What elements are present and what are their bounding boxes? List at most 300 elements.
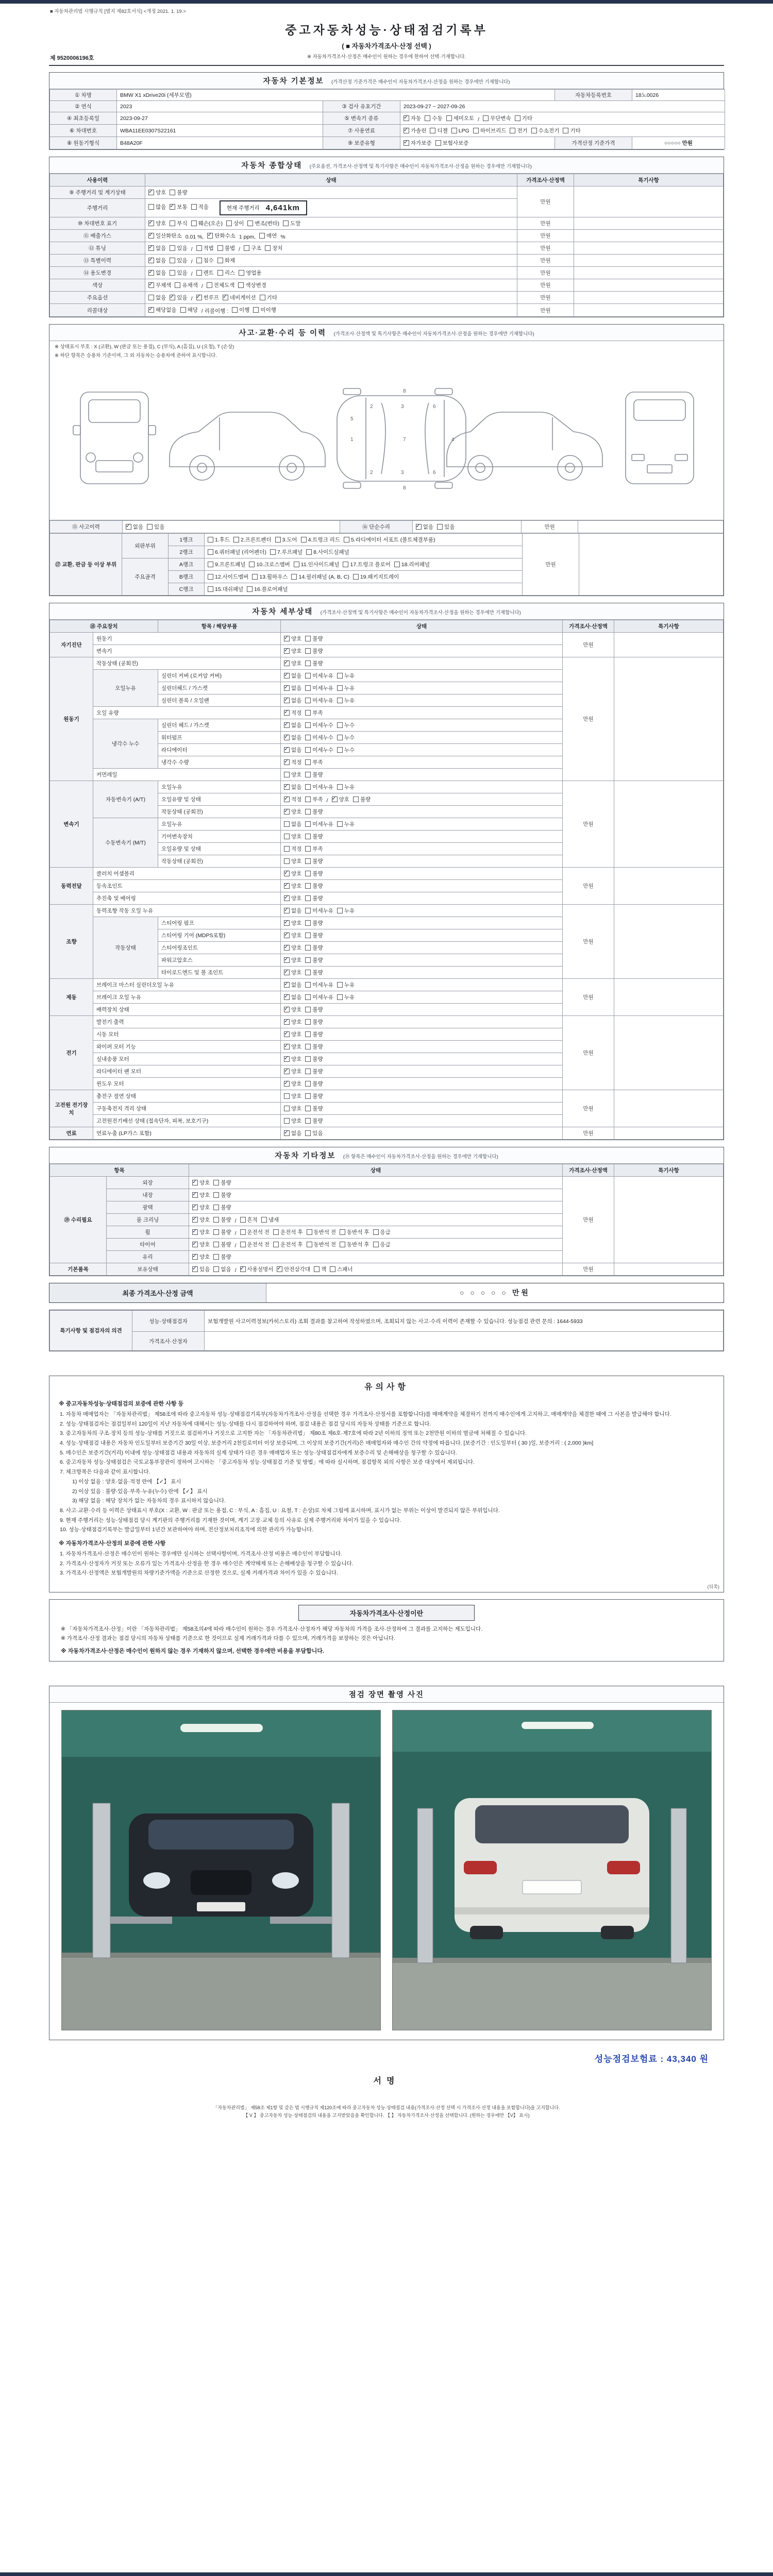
checkbox-box-icon	[284, 970, 290, 975]
page-side-marker: (뒤쪽)	[707, 1584, 719, 1589]
checkbox-box-icon	[213, 1217, 219, 1223]
checkbox-box-icon	[284, 1106, 290, 1111]
checkbox-없음: ✓ 없음	[126, 523, 143, 531]
status-cell	[281, 843, 563, 855]
checkbox-box-icon	[170, 221, 175, 226]
note-cell	[574, 242, 724, 255]
status-cell	[281, 1090, 563, 1103]
checkbox-2.프론트펜더: 2.프론트펜더	[233, 536, 271, 544]
checkbox-없음: ✓ 없음	[284, 684, 301, 692]
device-label: 원동기	[50, 657, 93, 781]
checkbox-box-icon	[148, 295, 154, 300]
item-label: 실린더 헤드 / 가스켓	[158, 719, 281, 732]
checkbox-미세누수: 미세누수	[305, 734, 333, 741]
checkbox-미세누유: 미세누유	[305, 907, 333, 914]
checkbox-불량: 불량	[305, 1105, 323, 1112]
checkbox-box-icon	[148, 245, 154, 251]
section-etc-title: 자동차 기타정보	[275, 1152, 336, 1160]
status-cell	[145, 255, 517, 267]
checkbox-불량: 불량	[305, 1055, 323, 1063]
detail-row	[50, 633, 724, 645]
item-label: 기어변속장치	[158, 831, 281, 843]
checkbox-양호: ✓ 양호	[148, 219, 166, 227]
section-etc-head	[49, 1147, 724, 1164]
section-overall-head	[49, 157, 724, 174]
checkbox-box-icon	[305, 846, 311, 852]
status-cell	[189, 1251, 563, 1263]
checkbox-box-icon	[148, 282, 154, 288]
checkbox-안전삼각대: ✓ 안전삼각대	[277, 1265, 310, 1273]
checkbox-box-icon	[175, 282, 180, 288]
checkbox-box-icon	[301, 537, 307, 543]
status-text: /	[234, 1230, 237, 1236]
checkbox-box-icon	[192, 1266, 198, 1272]
checkbox-없음: ✓ 없음	[284, 783, 301, 791]
checkbox-부족: 부족	[305, 709, 323, 717]
checkbox-없음: ✓ 없음	[284, 697, 301, 704]
note-cell	[614, 1127, 724, 1140]
status-cell	[145, 217, 517, 230]
checkbox-하이브리드: 하이브리드	[473, 127, 507, 134]
checkbox-양호: ✓ 양호	[284, 944, 301, 952]
device-label: 연료	[50, 1127, 93, 1140]
inspection-photo-front	[61, 1710, 381, 2030]
checkbox-동반석 전: 동반석 전	[307, 1228, 337, 1236]
rank-group-label: ⑰ 교환, 판금 등 이상 부위	[50, 534, 122, 596]
checkbox-box-icon	[305, 957, 311, 963]
status-cell	[281, 744, 563, 756]
svg-text:6: 6	[433, 470, 436, 476]
section-overall-title: 자동차 종합상태	[241, 162, 303, 170]
price-cell: 만원	[521, 521, 578, 533]
checkbox-14.필러패널 (A, B, C): 14.필러패널 (A, B, C)	[291, 573, 349, 581]
checkbox-15.대쉬패널: 15.대쉬패널	[208, 585, 243, 593]
checkbox-box-icon	[294, 562, 299, 567]
checkbox-5.라디에이터 서포트 (볼트체결부품): 5.라디에이터 서포트 (볼트체결부품)	[344, 536, 435, 544]
status-cell	[281, 917, 563, 929]
sub-group-label: 수동변속기 (M/T)	[93, 818, 158, 868]
status-cell	[281, 1053, 563, 1065]
checkbox-양호: ✓ 양호	[284, 1018, 301, 1026]
status-cell	[281, 756, 563, 769]
checkbox-box-icon	[284, 673, 290, 679]
checkbox-box-icon	[284, 957, 290, 963]
checkbox-유채색: 유채색	[175, 281, 197, 289]
note-cell	[614, 1016, 724, 1090]
photos-head	[49, 1686, 724, 1703]
note-cell	[574, 292, 724, 304]
checkbox-box-icon	[233, 537, 239, 543]
document-footer	[49, 2104, 724, 2129]
checkbox-box-icon	[244, 245, 249, 251]
checkbox-box-icon	[277, 1266, 282, 1272]
checkbox-누유: 누유	[337, 981, 355, 989]
price-cell: 만원	[563, 868, 614, 905]
checkbox-미세누유: 미세누유	[305, 783, 333, 791]
notices-subtitle-1: ※ 중고자동차성능·상태점검의 보증에 관한 사항 등	[59, 1401, 184, 1407]
price-cell: 만원	[517, 279, 574, 292]
checkbox-box-icon	[430, 128, 435, 133]
checkbox-box-icon	[515, 115, 520, 121]
detail-row	[50, 1090, 724, 1103]
etc-row	[50, 1263, 724, 1276]
rank-items	[205, 583, 523, 596]
checkbox-box-icon	[148, 204, 154, 210]
item-label: 광택	[107, 1201, 189, 1214]
checkbox-불량: 불량	[305, 931, 323, 939]
checkbox-양호: ✓ 양호	[284, 1030, 301, 1038]
checkbox-일산화탄소: ✓ 일산화탄소	[148, 232, 182, 240]
checkbox-box-icon	[284, 883, 290, 889]
model-year-value: 2023	[117, 101, 323, 112]
item-label: 유리	[107, 1251, 189, 1263]
checkbox-있음: 있음	[170, 244, 187, 252]
base-price-value: ○○○○○ 만원	[632, 137, 725, 149]
field-label: ⑧ 원동기형식	[50, 137, 117, 149]
checkbox-운전석 후: 운전석 후	[273, 1241, 303, 1248]
note-cell	[579, 534, 724, 596]
history-label: ⑪ 배출가스	[50, 230, 145, 242]
price-cell: 만원	[517, 267, 574, 279]
item-label: 브레이크 오일 누유	[93, 991, 281, 1004]
checkbox-box-icon	[340, 1229, 345, 1235]
item-label: 타이로드엔드 및 볼 조인트	[158, 967, 281, 979]
section-detail-title: 자동차 세부상태	[252, 608, 313, 616]
checkbox-화재: 화재	[217, 257, 235, 264]
vin-value: WBA11EE0307S22161	[117, 125, 323, 137]
status-text: /	[191, 296, 193, 302]
item-label: 오일유량 및 상태	[158, 843, 281, 855]
opinion-role: 성능·상태점검자	[132, 1311, 205, 1332]
price-cell: 만원	[517, 187, 574, 217]
price-cell: 만원	[523, 534, 579, 596]
checkbox-불량: 불량	[305, 857, 323, 865]
history-label: ⑩ 차대번호 표기	[50, 217, 145, 230]
field-label: ① 차명	[50, 90, 117, 101]
checkbox-부족: 부족	[305, 845, 323, 853]
checkbox-box-icon	[284, 1007, 290, 1012]
section-appraisal-definition	[49, 1599, 724, 1662]
status-cell	[281, 929, 563, 942]
checkbox-box-icon	[284, 1031, 290, 1037]
status-text: 1 ppm,	[239, 234, 256, 240]
checkbox-box-icon	[305, 1118, 311, 1124]
notice-line: 2. 성능·상태점검자는 점검일부터 120일이 지난 자동차에 대해서는 성능·상태를 다시 점검하여야 하며, 점검 내용은 점검 당시의 자동차 상태를 기준으로 합니다.	[60, 1420, 431, 1427]
checkbox-box-icon	[305, 722, 311, 728]
checkbox-없음: ✓ 없음	[148, 257, 166, 264]
status-cell	[281, 818, 563, 831]
checkbox-box-icon	[273, 1229, 279, 1235]
checkbox-양호: ✓ 양호	[284, 931, 301, 939]
checkbox-양호: ✓ 양호	[284, 635, 301, 642]
checkbox-적정: ✓ 적정	[284, 709, 301, 717]
state-code-legend2: ※ 하단 항목은 승용차 기준이며, 그 외 자동차는 승용차에 준하여 표시합니다.	[55, 353, 217, 359]
checkbox-box-icon	[340, 1242, 345, 1247]
status-cell	[281, 868, 563, 880]
checkbox-불량: 불량	[305, 1080, 323, 1088]
checkbox-양호: ✓ 양호	[192, 1204, 210, 1211]
checkbox-box-icon	[451, 128, 457, 133]
item-label: 내장	[107, 1189, 189, 1201]
checkbox-기타: 기타	[563, 127, 580, 134]
checkbox-box-icon	[232, 307, 238, 313]
status-cell	[281, 880, 563, 892]
checkbox-box-icon	[531, 128, 537, 133]
status-cell	[281, 1103, 563, 1115]
checkbox-box-icon	[563, 128, 568, 133]
checkbox-box-icon	[284, 796, 290, 802]
checkbox-불량: 불량	[305, 771, 323, 778]
engine-type-value: B48A20F	[117, 137, 323, 149]
etc-row	[50, 1177, 724, 1189]
footer-law-line: 「자동차관리법」 제58조 제1항 및 같은 법 시행규칙 제120조에 따라 중고자동차 성능·상태점검 내용(가격조사·산정 선택 시 가격조사·산정 내용을 포함합니다)을 고지합니다.	[213, 2105, 560, 2110]
checkbox-box-icon	[284, 945, 290, 951]
field-label: ② 연식	[50, 101, 117, 112]
checkbox-무채색: ✓ 무채색	[148, 281, 171, 289]
checkbox-이행: 이행	[232, 306, 249, 314]
checkbox-세미오토: 세미오토	[446, 114, 475, 122]
checkbox-없음: 없음	[148, 294, 166, 301]
history-label: ⑭ 용도변경	[50, 267, 145, 279]
checkbox-box-icon	[170, 258, 175, 263]
status-cell	[281, 806, 563, 818]
checkbox-불량: 불량	[353, 795, 371, 803]
sub-group-label: 자동변속기 (A/T)	[93, 781, 158, 818]
checkbox-매연: 매연	[259, 232, 277, 240]
checkbox-양호: ✓ 양호	[284, 956, 301, 964]
checkbox-불량: 불량	[305, 870, 323, 877]
etc-group-label: ⑲ 수리필요	[50, 1177, 107, 1263]
notice-line: 4. 성능·상태점검 내용은 자동차 인도일부터 보증기간 30일 이상, 보증거리 2천킬로미터 이상 보증되며, 그 이상의 보증기간(거리)은 매매업자와 매수인 간의 약정에 따릅니다. [보증기간 : 인도일부터 ( 30 )일, 보증거리 : ( 2,000 )km]	[60, 1440, 594, 1447]
item-label: 실린더 커버 (로커암 커버)	[158, 670, 281, 682]
column-header: 항목	[50, 1164, 189, 1177]
notice-line: 5. 매수인은 보증기간(거리) 이내에 성능·상태점검 내용과 자동차의 실제 상태가 다른 경우 매매업자 또는 성능·상태점검자에게 보증수리 및 손해배상을 청구할 수 있습니다.	[60, 1449, 457, 1456]
detail-row	[50, 905, 724, 917]
column-header: 상태	[281, 620, 563, 633]
checkbox-box-icon	[305, 821, 311, 827]
status-cell	[281, 831, 563, 843]
checkbox-box-icon	[239, 270, 244, 276]
checkbox-box-icon	[273, 1242, 279, 1247]
checkbox-양호: 양호	[284, 833, 301, 840]
checkbox-부식: 부식	[170, 219, 187, 227]
status-text: /	[191, 259, 193, 265]
checkbox-잭: 잭	[314, 1265, 326, 1273]
status-cell	[189, 1189, 563, 1201]
field-label: ⑥ 차대번호	[50, 125, 117, 137]
notice-line: 6. 중고자동차 성능·상태점검은 국토교통부장관이 정하여 고시하는 「중고자동차 성능·상태점검 기준 및 방법」에 따라 실시하며, 점검항목 외의 사항은 보증 대상에서 제외됩니다.	[60, 1459, 475, 1466]
item-label: 브레이크 마스터 실린더오일 누유	[93, 979, 281, 991]
checkbox-box-icon	[208, 562, 213, 567]
item-label: 고전원전기배선 상태 (접속단자, 피복, 보호기구)	[93, 1115, 281, 1127]
checkbox-box-icon	[305, 759, 311, 765]
field-label: ④ 최초등록일	[50, 112, 117, 125]
svg-text:6: 6	[433, 404, 436, 410]
checkbox-box-icon	[213, 1229, 219, 1235]
state-code-legend: ※ 상태표시 부호 : X (교환), W (판금 또는 용접), C (부식), A (흠집), U (요철), T (손상)	[55, 344, 234, 350]
checkbox-box-icon	[284, 1044, 290, 1049]
checkbox-10.크로스멤버: 10.크로스멤버	[249, 561, 290, 568]
checkbox-box-icon	[148, 258, 154, 263]
item-label: 외장	[107, 1177, 189, 1189]
warranty-checks	[400, 137, 555, 149]
notices-list-2	[49, 1549, 724, 1582]
status-cell	[189, 1226, 563, 1239]
checkbox-box-icon	[305, 970, 311, 975]
status-cell	[145, 242, 517, 255]
checkbox-4.트렁크 리드: 4.트렁크 리드	[301, 536, 340, 544]
current-mileage-box	[220, 200, 307, 215]
status-cell	[281, 942, 563, 954]
checkbox-box-icon	[404, 140, 409, 146]
checkbox-box-icon	[284, 933, 290, 938]
item-label: 오일누유	[158, 818, 281, 831]
checkbox-불법: 불법	[217, 244, 235, 252]
checkbox-불량: 불량	[305, 956, 323, 964]
checkbox-양호: ✓ 양호	[192, 1241, 210, 1248]
checkbox-있음: ✓ 있음	[170, 294, 187, 301]
checkbox-불량: 불량	[213, 1216, 231, 1224]
checkbox-없음: ✓ 없음	[284, 672, 301, 680]
checkbox-box-icon	[337, 821, 343, 827]
checkbox-box-icon	[192, 1242, 198, 1247]
checkbox-없음: ✓ 없음	[284, 734, 301, 741]
section-basic-head	[49, 73, 724, 89]
checkbox-미세누수: 미세누수	[305, 721, 333, 729]
checkbox-불량: 불량	[305, 647, 323, 655]
checkbox-box-icon	[510, 128, 515, 133]
item-label: 구동축전지 격리 상태	[93, 1103, 281, 1115]
checkbox-box-icon	[416, 524, 422, 530]
checkbox-누수: 누수	[337, 734, 355, 741]
status-cell	[145, 187, 517, 199]
checkbox-양호: ✓ 양호	[284, 870, 301, 877]
checkbox-장치: 장치	[265, 244, 282, 252]
field-label: 가격산정 기준가격	[555, 137, 632, 149]
checkbox-box-icon	[394, 562, 400, 567]
part-type-label: 주요골격	[122, 558, 169, 596]
signature-area	[49, 2052, 724, 2101]
checkbox-누유: 누유	[337, 684, 355, 692]
item-label: 오일누유	[158, 781, 281, 793]
item-label: 보유상태	[107, 1263, 189, 1276]
checkbox-box-icon	[483, 115, 489, 121]
checkbox-불량: 불량	[305, 635, 323, 642]
checkbox-box-icon	[337, 747, 343, 753]
note-cell	[574, 217, 724, 230]
final-appraisal-row	[49, 1283, 724, 1303]
checkbox-box-icon	[284, 982, 290, 988]
etc-info-table	[49, 1164, 724, 1276]
status-cell	[281, 855, 563, 868]
checkbox-사용설명서: ✓ 사용설명서	[240, 1265, 274, 1273]
notice-line: 1. 자동차가격조사·산정은 매수인이 원하는 경우에만 실시하는 선택사항이며, 가격조사·산정 비용은 매수인이 부담합니다.	[60, 1550, 342, 1557]
section-accident-head	[49, 325, 724, 341]
status-text: /	[191, 246, 193, 252]
checkbox-box-icon	[213, 1192, 219, 1198]
checkbox-box-icon	[284, 846, 290, 852]
item-label: 타이어	[107, 1239, 189, 1251]
status-cell	[281, 694, 563, 707]
document-header	[49, 16, 724, 66]
status-cell	[281, 732, 563, 744]
checkbox-운전석 전: 운전석 전	[240, 1241, 270, 1248]
item-label: 실린더 블록 / 오일팬	[158, 694, 281, 707]
checkbox-양호: ✓ 양호	[192, 1228, 210, 1236]
inspection-insurance-fee: 성능점검보험료 : 43,340 원	[594, 2054, 709, 2064]
note-cell	[574, 279, 724, 292]
basic-info-table	[49, 89, 725, 149]
checkbox-box-icon	[305, 1130, 311, 1136]
note-cell	[614, 657, 724, 781]
final-appraisal-label: 최종 가격조사·산정 금액	[49, 1283, 266, 1302]
checkbox-불량: 불량	[305, 808, 323, 816]
status-cell	[281, 1041, 563, 1053]
checkbox-box-icon	[284, 759, 290, 765]
checkbox-18.리어패널: 18.리어패널	[394, 561, 430, 568]
inspection-photo-rear	[392, 1710, 712, 2030]
checkbox-누수: 누수	[337, 746, 355, 754]
checkbox-box-icon	[305, 858, 311, 864]
checkbox-box-icon	[213, 1266, 219, 1272]
checkbox-불량: 불량	[305, 659, 323, 667]
price-cell: 만원	[563, 781, 614, 868]
exchange-rank-table	[49, 533, 724, 596]
svg-text:5: 5	[350, 416, 354, 422]
checkbox-동반석 전: 동반석 전	[307, 1241, 337, 1248]
checkbox-17.트렁크 플로어: 17.트렁크 플로어	[343, 561, 390, 568]
checkbox-box-icon	[337, 698, 343, 703]
item-label: 와이퍼 모터 기능	[93, 1041, 281, 1053]
overall-row	[50, 279, 724, 292]
checkbox-box-icon	[226, 221, 232, 226]
overall-row	[50, 304, 724, 317]
price-cell: 만원	[517, 304, 574, 317]
checkbox-불량: 불량	[305, 944, 323, 952]
checkbox-부족: 부족	[305, 758, 323, 766]
field-label: ⑨ 보증유형	[323, 137, 400, 149]
car-diagram-svg	[54, 364, 718, 513]
field-label: 자동차등록번호	[555, 90, 632, 101]
item-label: 추진축 및 베어링	[93, 892, 281, 905]
checkbox-불량: 불량	[305, 882, 323, 890]
checkbox-box-icon	[284, 834, 290, 839]
checkbox-box-icon	[240, 1266, 246, 1272]
checkbox-양호: ✓ 양호	[284, 919, 301, 927]
checkbox-box-icon	[284, 1118, 290, 1124]
device-label: 자기진단	[50, 633, 93, 657]
status-cell	[281, 670, 563, 682]
checkbox-box-icon	[284, 809, 290, 815]
price-cell: 만원	[563, 1177, 614, 1263]
checkbox-없음: ✓ 없음	[284, 746, 301, 754]
device-label: 조향	[50, 905, 93, 979]
item-label: 변속기	[93, 645, 281, 657]
checkbox-box-icon	[207, 233, 213, 239]
column-header: ⑱ 주요장치	[50, 620, 158, 633]
note-cell	[578, 521, 724, 533]
rank-items	[205, 546, 523, 558]
checkbox-불량: 불량	[305, 833, 323, 840]
section-basic-note: (가격산정 기준가격은 매수인이 자동차가격조사·산정을 원하는 경우에만 기재합니다)	[331, 79, 510, 85]
section-detail-head	[49, 603, 724, 620]
checkbox-box-icon	[284, 710, 290, 716]
checkbox-box-icon	[148, 307, 154, 313]
notice-line: 3) 해당 없음 : 해당 장치가 없는 자동차의 경우 표시하지 않습니다.	[72, 1498, 226, 1504]
checkbox-box-icon	[284, 1081, 290, 1087]
checkbox-box-icon	[305, 636, 311, 641]
checkbox-box-icon	[337, 722, 343, 728]
